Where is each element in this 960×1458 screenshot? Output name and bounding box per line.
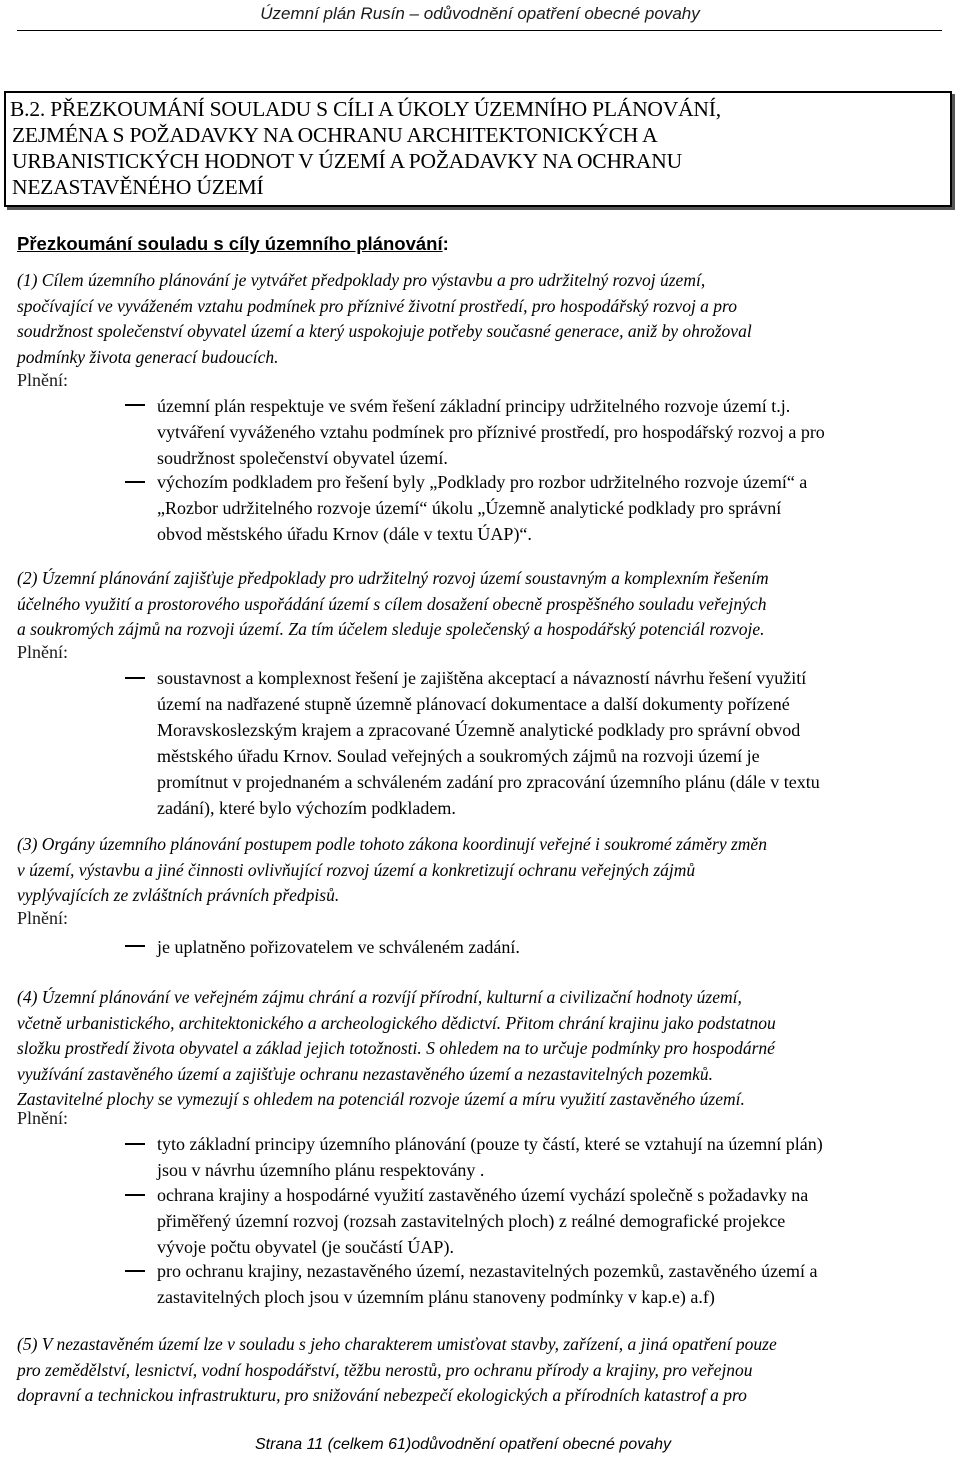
section-heading-line: ZEJMÉNA S POŽADAVKY NA OCHRANU ARCHITEKTONICKÝCH A — [12, 123, 658, 147]
bullet-line: tyto základní principy územního plánování (pouze ty částí, které se vztahují na územní plán) — [157, 1134, 823, 1154]
bullet-line: promítnut v projednaném a schváleném zadání pro zpracování územního plánu (dále v textu — [157, 772, 820, 792]
paragraph-line: (1) Cílem územního plánování je vytvářet předpoklady pro výstavbu a pro udržitelný rozvoj území, — [17, 270, 706, 290]
bullet-line: Moravskoslezským krajem a zpracované Územně analytické podklady pro správní obvod — [157, 720, 801, 740]
bullet-dash — [125, 481, 145, 483]
plneni-label: Plnění: — [17, 642, 69, 662]
subheading-colon: : — [442, 233, 449, 254]
bullet-item — [157, 1182, 942, 1260]
paragraph-line: vyplývajících ze zvláštních právních předpisů. — [17, 885, 340, 905]
bullet-dash — [125, 677, 145, 679]
section-heading-line: URBANISTICKÝCH HODNOT V ÚZEMÍ A POŽADAVKY NA OCHRANU — [12, 149, 682, 173]
paragraph-line: a soukromých zájmů na rozvoji území. Za tím účelem sleduje společenský a hospodářský potenciál rozvoje. — [17, 619, 765, 639]
bullet-dash — [125, 1194, 145, 1196]
bullet-line: vývoje počtu obyvatel (je součástí ÚAP). — [157, 1237, 454, 1257]
bullet-dash — [125, 1143, 145, 1145]
paragraph-line: účelného využití a prostorového uspořádání území s cílem dosažení obecně prospěšného souladu veřejných — [17, 593, 767, 614]
bullet-line: zastavitelných ploch jsou v územním plánu stanoveny podmínky v kap.e) a.f) — [157, 1287, 715, 1307]
bullet-line: jsou v návrhu územního plánu respektovány . — [157, 1160, 485, 1180]
paragraph-line: v území, výstavbu a jiné činnosti ovlivňující rozvoj území a konkretizují ochranu veřejných zájmů — [17, 859, 696, 880]
header-divider — [17, 30, 942, 31]
section-heading-line: NEZASTAVĚNÉHO ÚZEMÍ — [12, 175, 264, 199]
bullet-line: soudržnost společenství obyvatel území. — [157, 448, 448, 468]
running-header: Územní plán Rusín – odůvodnění opatření obecné povahy — [260, 4, 700, 23]
paragraph-line: složku prostředí života obyvatel a základ jejich totožnosti. S ohledem na to určuje podmínky pro hospodárné — [17, 1038, 775, 1058]
paragraph-item-4 — [17, 985, 943, 1113]
paragraph-line: včetně urbanistického, architektonického a archeologického dědictví. Přitom chrání krajinu jako podstatnou — [17, 1012, 776, 1033]
section-heading-box — [4, 91, 952, 207]
paragraph-line: spočívající ve vyváženém vztahu podmínek pro příznivé životní prostředí, pro hospodářský rozvoj a pro — [17, 295, 737, 316]
paragraph-item-2 — [17, 566, 943, 643]
bullet-line: ochrana krajiny a hospodárné využití zastavěného území vychází společně s požadavky na — [157, 1185, 809, 1205]
paragraph-item-1 — [17, 268, 943, 370]
bullet-line: vytváření vyváženého vztahu podmínek pro příznivé prostředí, pro hospodářský rozvoj a pro — [157, 422, 825, 442]
paragraph-line: dopravní a technickou infrastrukturu, pro snižování nebezpečí ekologických a přírodních katastrof a pro — [17, 1385, 747, 1405]
bullet-line: „Rozbor udržitelného rozvoje území“ úkolu „Územně analytické podklady pro správní — [157, 498, 782, 518]
paragraph-line: využívání zastavěného území a zajišťuje ochranu nezastavěného území a nezastavitelných pozemků. — [17, 1063, 714, 1084]
paragraph-line: soudržnost společenství obyvatel území a který uspokojuje potřeby současné generace, aniž by ohrožoval — [17, 321, 752, 341]
bullet-item — [157, 469, 942, 547]
bullet-line: zadání), které bylo výchozím podkladem. — [157, 798, 456, 818]
bullet-line: pro ochranu krajiny, nezastavěného území, nezastavitelných pozemků, zastavěného území a — [157, 1261, 818, 1281]
bullet-item — [157, 934, 942, 960]
paragraph-item-5 — [17, 1332, 943, 1409]
bullet-line: soustavnost a komplexnost řešení je zajištěna akceptací a návazností návrhu řešení využití — [157, 668, 807, 688]
bullet-line: přiměřený územní rozvoj (rozsah zastavitelných ploch) z reálné demografické projekce — [157, 1211, 786, 1231]
bullet-line: obvod městského úřadu Krnov (dále v textu ÚAP)“. — [157, 524, 532, 544]
plneni-label: Plnění: — [17, 908, 69, 928]
paragraph-line: pro zemědělství, lesnictví, vodní hospodářství, těžbu nerostů, pro ochranu přírody a krajiny, pro veřejnou — [17, 1359, 753, 1380]
bullet-item — [157, 393, 942, 471]
bullet-line: území na nadřazené stupně územně plánovací dokumentace a další dokumenty pořízené — [157, 694, 790, 714]
bullet-line: územní plán respektuje ve svém řešení základní principy udržitelného rozvoje území t.j. — [157, 396, 791, 416]
bullet-dash — [125, 945, 145, 947]
paragraph-line: (2) Územní plánování zajišťuje předpoklady pro udržitelný rozvoj území soustavným a komplexním řešením — [17, 568, 769, 588]
plneni-label: Plnění: — [17, 1108, 69, 1128]
bullet-item — [157, 1258, 942, 1310]
bullet-item — [157, 665, 942, 821]
paragraph-line: Zastavitelné plochy se vymezují s ohledem na potenciál rozvoje území a míru využití zastavěného území. — [17, 1089, 745, 1109]
paragraph-line: (5) V nezastavěném území lze v souladu s jeho charakterem umisťovat stavby, zařízení, a jiná opatření pouze — [17, 1334, 777, 1354]
bullet-line: je uplatněno pořizovatelem ve schváleném zadání. — [157, 937, 520, 957]
section-heading-line: B.2. PŘEZKOUMÁNÍ SOULADU S CÍLI A ÚKOLY ÚZEMNÍHO PLÁNOVÁNÍ, — [10, 97, 721, 121]
bullet-dash — [125, 404, 145, 406]
page-footer: Strana 11 (celkem 61)odůvodnění opatření obecné povahy — [255, 1436, 671, 1453]
bullet-item — [157, 1131, 942, 1183]
subheading-text: Přezkoumání souladu s cíly územního plánování — [17, 233, 443, 254]
subheading — [17, 233, 449, 255]
plneni-label: Plnění: — [17, 370, 69, 390]
bullet-dash — [125, 1270, 145, 1272]
bullet-line: výchozím podkladem pro řešení byly „Podklady pro rozbor udržitelného rozvoje území“ a — [157, 472, 808, 492]
paragraph-line: (3) Orgány územního plánování postupem podle tohoto zákona koordinují veřejné i soukromé záměry změn — [17, 834, 767, 854]
bullet-line: městského úřadu Krnov. Soulad veřejných a soukromých zájmů na rozvoji území je — [157, 746, 760, 766]
paragraph-line: (4) Územní plánování ve veřejném zájmu chrání a rozvíjí přírodní, kulturní a civilizační hodnoty území, — [17, 987, 742, 1007]
paragraph-line: podmínky života generací budoucích. — [17, 346, 279, 367]
paragraph-item-3 — [17, 832, 943, 909]
